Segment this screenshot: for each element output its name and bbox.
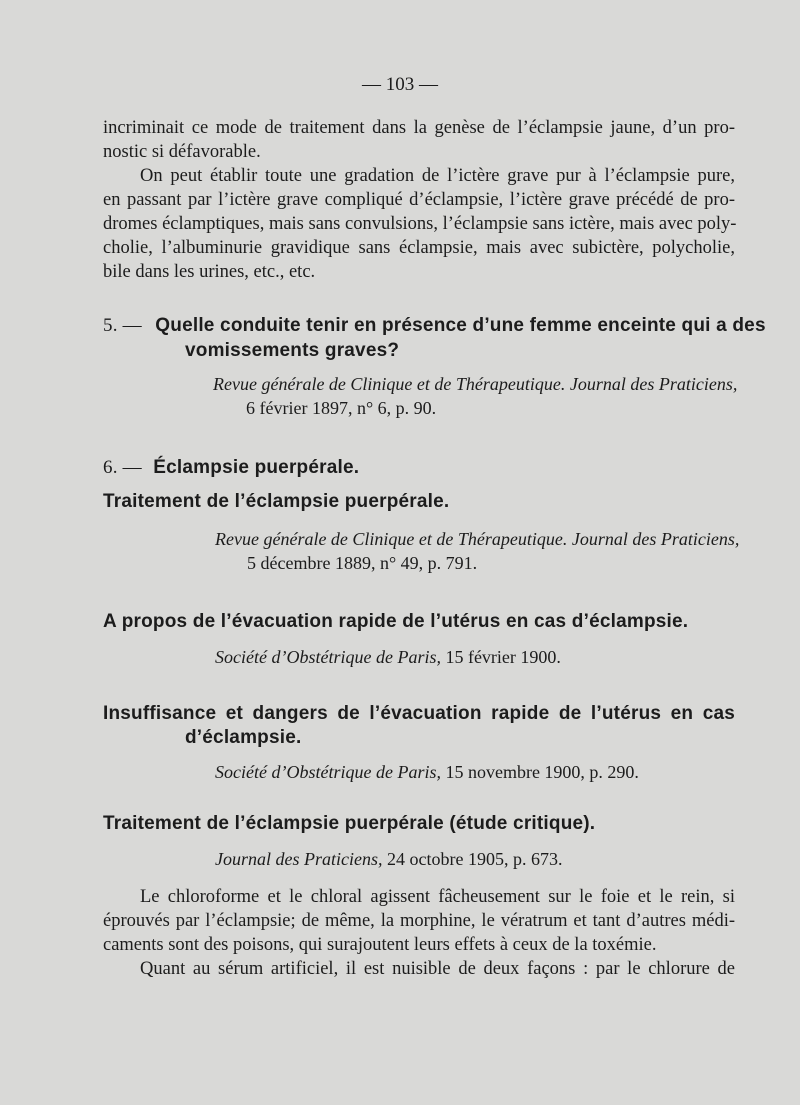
citation-detail: 5 décembre 1889, n° 49, p. 791.	[247, 553, 478, 573]
section-title: Quelle conduite tenir en présence d’une femme enceinte qui a des	[155, 315, 766, 336]
citation-line	[215, 645, 561, 669]
citation-journal: Journal des Praticiens,	[215, 849, 383, 869]
paragraph-line: caments sont des poisons, qui surajoutent leurs effets à ceux de la toxémie.	[103, 935, 657, 955]
citation-society: Société d’Obstétrique de Paris,	[215, 762, 441, 782]
section-number: 5. —	[103, 315, 142, 336]
citation-journal: Revue générale de Clinique et de Thérapeutique. Journal des Praticiens,	[215, 529, 740, 549]
work-title: Traitement de l’éclampsie puerpérale (étude critique).	[103, 813, 596, 834]
work-title: Traitement de l’éclampsie puerpérale.	[103, 491, 450, 512]
citation-journal: Revue générale de Clinique et de Thérapeutique. Journal des Praticiens,	[213, 374, 738, 394]
citation-detail: 24 octobre 1905, p. 673.	[386, 849, 563, 869]
section-heading	[103, 314, 766, 338]
section-title: Éclampsie puerpérale.	[153, 457, 360, 478]
citation-society: Société d’Obstétrique de Paris,	[215, 647, 441, 667]
paragraph-line: incriminait ce mode de traitement dans la genèse de l’éclampsie jaune, d’un pro-	[103, 118, 735, 138]
work-title: A propos de l’évacuation rapide de l’utérus en cas d’éclampsie.	[103, 611, 689, 632]
page-number: — 103 —	[362, 74, 438, 95]
citation-detail: 15 novembre 1900, p. 290.	[445, 762, 639, 782]
citation-detail: 15 février 1900.	[445, 647, 561, 667]
paragraph-line: nostic si défavorable.	[103, 142, 261, 162]
paragraph-line: dromes éclamptiques, mais sans convulsions, l’éclampsie sans ictère, mais avec poly-	[103, 214, 737, 234]
paragraph-line: cholie, l’albuminurie gravidique sans éclampsie, mais avec subictère, polycholie,	[103, 238, 735, 258]
work-title: Insuffisance et dangers de l’évacuation rapide de l’utérus en cas	[103, 703, 735, 724]
section-title-continued: vomissements graves?	[185, 340, 400, 361]
citation-detail: 6 février 1897, n° 6, p. 90.	[246, 398, 437, 418]
paragraph-line: Le chloroforme et le chloral agissent fâcheusement sur le foie et le rein, si	[140, 887, 735, 907]
paragraph-line: éprouvés par l’éclampsie; de même, la morphine, le vératrum et tant d’autres médi-	[103, 911, 735, 931]
work-title-continued: d’éclampsie.	[185, 727, 302, 748]
paragraph-line: en passant par l’ictère grave compliqué d’éclampsie, l’ictère grave précédé de pro-	[103, 190, 735, 210]
section-number: 6. —	[103, 457, 142, 478]
paragraph-line: Quant au sérum artificiel, il est nuisible de deux façons : par le chlorure de	[140, 959, 735, 979]
citation-line	[215, 760, 639, 784]
paragraph-line: bile dans les urines, etc., etc.	[103, 262, 316, 282]
paragraph-line: On peut établir toute une gradation de l’ictère grave pur à l’éclampsie pure,	[140, 166, 735, 186]
citation-line	[215, 847, 562, 871]
section-heading	[103, 456, 359, 480]
